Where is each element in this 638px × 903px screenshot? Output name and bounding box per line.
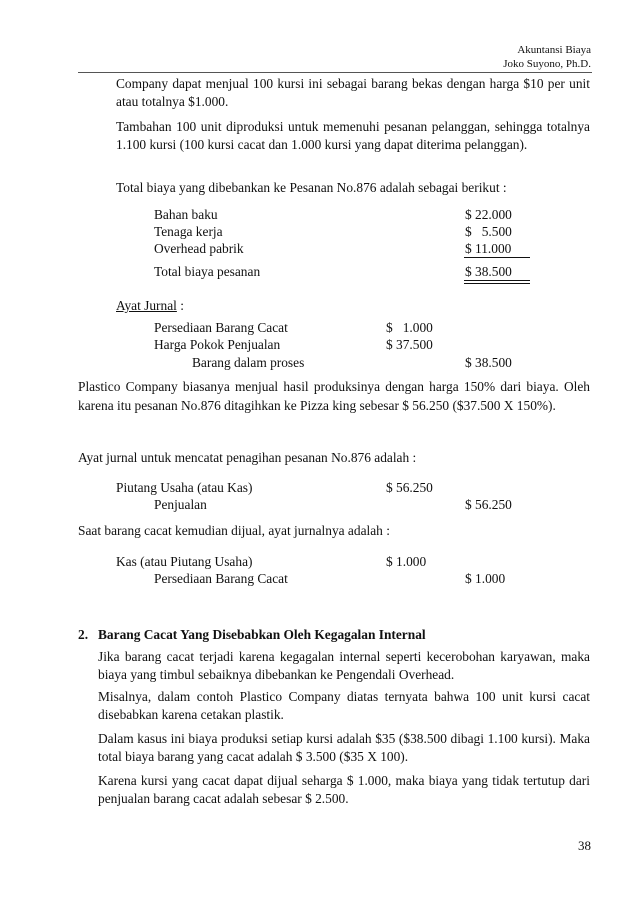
paragraph-3: Total biaya yang dibebankan ke Pesanan No.876 adalah sebagai berikut : — [116, 180, 507, 195]
page-number: 38 — [578, 838, 591, 853]
journal-account: Kas (atau Piutang Usaha) — [116, 554, 253, 569]
paragraph-6: Saat barang cacat kemudian dijual, ayat jurnalnya adalah : — [78, 523, 390, 538]
section-paragraph-4: Karena kursi yang cacat dapat dijual seharga $ 1.000, maka biaya yang tidak tertutup dari penjualan barang cacat adalah sebesar $ 2.500. — [98, 773, 590, 806]
journal-debit: $ 1.000 — [386, 320, 433, 335]
journal-credit: $ 56.250 — [465, 497, 512, 512]
journal-heading — [116, 298, 184, 314]
paragraph-4: Plastico Company biasanya menjual hasil produksinya dengan harga 150% dari biaya. Oleh karena itu pesanan No.876 ditagihkan ke Pizza king sebesar $ 56.250 ($37.500 X 150%). — [78, 379, 590, 413]
paragraph-2: Tambahan 100 unit diproduksi untuk memenuhi pesanan pelanggan, sehingga totalnya 1.100 kursi (100 kursi cacat dan 1.000 kursi yang dapat diterima pelanggan). — [116, 119, 590, 152]
journal-debit: $ 1.000 — [386, 554, 427, 569]
total-rule-bottom — [464, 283, 530, 284]
cost-amount: $ 22.000 — [465, 207, 512, 222]
journal-title-colon: : — [176, 298, 184, 313]
journal-account: Persediaan Barang Cacat — [154, 571, 288, 586]
journal-credit: $ 38.500 — [465, 355, 512, 370]
cost-label: Bahan baku — [154, 207, 218, 222]
section-paragraph-3: Dalam kasus ini biaya produksi setiap kursi adalah $35 ($38.500 dibagi 1.100 kursi). Maka total biaya barang yang cacat adalah $ 3.500 ($35 X 100). — [98, 731, 590, 764]
section-number: 2. — [78, 627, 89, 642]
header-course: Akuntansi Biaya — [517, 44, 591, 56]
total-cost-amount: $ 38.500 — [465, 264, 512, 279]
journal-credit: $ 1.000 — [465, 571, 506, 586]
journal-title: Ayat Jurnal — [116, 298, 177, 313]
journal-debit: $ 37.500 — [386, 337, 433, 352]
paragraph-1: Company dapat menjual 100 kursi ini sebagai barang bekas dengan harga $10 per unit atau totalnya $1.000. — [116, 76, 590, 109]
section-title: Barang Cacat Yang Disebabkan Oleh Kegagalan Internal — [98, 627, 426, 642]
total-cost-label: Total biaya pesanan — [154, 264, 261, 279]
header-rule — [78, 72, 592, 73]
section-paragraph-2: Misalnya, dalam contoh Plastico Company diatas ternyata bahwa 100 unit kursi cacat disebabkan karena cetakan plastik. — [98, 689, 590, 722]
total-rule-top — [464, 280, 530, 281]
cost-amount: $ 11.000 — [465, 241, 512, 256]
journal-debit: $ 56.250 — [386, 480, 433, 495]
paragraph-5: Ayat jurnal untuk mencatat penagihan pesanan No.876 adalah : — [78, 450, 417, 465]
cost-amount: $ 5.500 — [465, 224, 512, 239]
cost-label: Tenaga kerja — [154, 224, 223, 239]
journal-account: Piutang Usaha (atau Kas) — [116, 480, 253, 495]
journal-account: Persediaan Barang Cacat — [154, 320, 288, 335]
section-paragraph-1: Jika barang cacat terjadi karena kegagalan internal seperti kecerobohan karyawan, maka biaya yang timbul sebaiknya dibebankan ke Pengendali Overhead. — [98, 649, 590, 682]
header-author: Joko Suyono, Ph.D. — [503, 58, 591, 70]
journal-account: Barang dalam proses — [192, 355, 305, 370]
journal-account: Penjualan — [154, 497, 207, 512]
subtotal-rule — [464, 257, 530, 258]
journal-account: Harga Pokok Penjualan — [154, 337, 281, 352]
cost-label: Overhead pabrik — [154, 241, 244, 256]
